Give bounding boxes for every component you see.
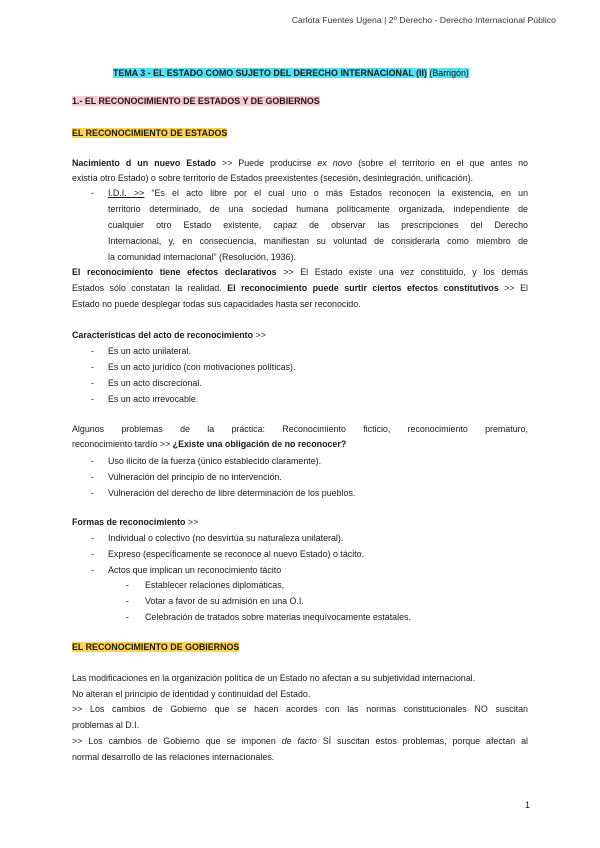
dash-bullet: - bbox=[126, 596, 129, 606]
idi-line5: la comunidad internacional” (Resolución, 1936). bbox=[108, 252, 296, 262]
paragraph-nacimiento-line2: existía otro Estado) o sobre territorio de Estados preexistentes (secesión, desintegración, unificación). bbox=[72, 173, 474, 183]
p2-text3: >> El bbox=[498, 283, 528, 293]
dash-bullet: - bbox=[91, 188, 94, 198]
formas-heading bbox=[72, 515, 198, 530]
sublist-item: Celebración de tratados sobre materias inequívocamente estatales. bbox=[145, 612, 411, 622]
gobiernos-line5 bbox=[72, 734, 528, 749]
list-item: Uso ilícito de la fuerza (único establecido claramente). bbox=[108, 456, 322, 466]
running-header: Carlota Fuentes Ugena | 2º Derecho - Derecho Internacional Público bbox=[291, 15, 556, 25]
gob-text-a: >> Los cambios de Gobierno que se imponen bbox=[72, 736, 282, 746]
list-item: Es un acto unilateral. bbox=[108, 346, 191, 356]
list-item: Expreso (específicamente se reconoce al nuevo Estado) o tácito. bbox=[108, 549, 365, 559]
idi-line1 bbox=[108, 186, 528, 201]
title-author: (Barrigón) bbox=[429, 68, 469, 78]
subsection-gobiernos bbox=[72, 640, 239, 655]
dash-bullet: - bbox=[91, 394, 94, 404]
dash-bullet: - bbox=[91, 549, 94, 559]
problemas-line2 bbox=[72, 437, 346, 452]
p2-text1: >> El Estado existe una vez constituido, y los demás bbox=[276, 267, 528, 277]
p1-text-a: >> Puede producirse bbox=[215, 158, 318, 168]
paragraph-efectos-line3: Estado no puede desplegar todas sus capacidades hasta ser reconocido. bbox=[72, 299, 361, 309]
caracteristicas-heading-text: Características del acto de reconocimiento bbox=[72, 330, 254, 340]
gobiernos-line6: normal desarrollo de las relaciones internacionales. bbox=[72, 752, 275, 762]
dash-bullet: - bbox=[91, 533, 94, 543]
dash-bullet: - bbox=[126, 612, 129, 622]
p2-bold2: El reconocimiento puede surtir ciertos efectos constitutivos bbox=[227, 283, 499, 293]
gob-text-b: SÍ suscitan estos problemas, porque afectan al bbox=[316, 736, 528, 746]
list-item: Vulneración del principio de no intervención. bbox=[108, 472, 282, 482]
caracteristicas-arrow: >> bbox=[253, 330, 266, 340]
list-item: Individual o colectivo (no desvirtúa su naturaleza unilateral). bbox=[108, 533, 344, 543]
list-item: Vulneración del derecho de libre determinación de los pueblos. bbox=[108, 488, 356, 498]
gobiernos-line1: Las modificaciones en la organización política de un Estado no afectan a su subjetividad internacional. bbox=[72, 673, 476, 683]
dash-bullet: - bbox=[91, 456, 94, 466]
problemas-question: ¿Existe una obligación de no reconocer? bbox=[172, 439, 347, 449]
p2-text2: Estados sólo constatan la realidad. bbox=[72, 283, 228, 293]
dash-bullet: - bbox=[91, 362, 94, 372]
p1-bold: Nacimiento d un nuevo Estado bbox=[72, 158, 216, 168]
idi-text1: “Es el acto libre por el cual uno o más Estados reconocen la existencia, en un bbox=[151, 188, 529, 198]
idi-line4: Internacional, y, en consecuencia, manifiestan su voluntad de considerarla como miembro de bbox=[108, 236, 528, 246]
list-item: Es un acto jurídico (con motivaciones políticas). bbox=[108, 362, 296, 372]
list-item: Es un acto discrecional. bbox=[108, 378, 202, 388]
formas-heading-text: Formas de reconocimiento bbox=[72, 517, 186, 527]
dash-bullet: - bbox=[91, 488, 94, 498]
idi-line3: cualquier otro Estado existente, capaz de observar las prescripciones del Derecho bbox=[108, 220, 528, 230]
title-main: TEMA 3 - EL ESTADO COMO SUJETO DEL DERECHO INTERNACIONAL (II) bbox=[113, 68, 427, 78]
dash-bullet: - bbox=[91, 472, 94, 482]
p1-text-b: (sobre el territorio en el que antes no bbox=[352, 158, 528, 168]
subsection-estados-text: EL RECONOCIMIENTO DE ESTADOS bbox=[72, 128, 228, 138]
paragraph-efectos-line2 bbox=[72, 281, 528, 296]
subsection-gobiernos-text: EL RECONOCIMIENTO DE GOBIERNOS bbox=[72, 642, 240, 652]
paragraph-efectos-line1 bbox=[72, 265, 528, 280]
paragraph-nacimiento bbox=[72, 156, 528, 171]
dash-bullet: - bbox=[91, 378, 94, 388]
list-item: Actos que implican un reconocimiento tácito bbox=[108, 565, 282, 575]
gob-italic: de facto bbox=[281, 736, 317, 746]
gobiernos-line4: problemas al D.I. bbox=[72, 720, 140, 730]
sublist-item: Establecer relaciones diplomáticas, bbox=[145, 580, 285, 590]
problemas-line1: Algunos problemas de la práctica: Reconocimiento ficticio, reconocimiento prematuro, bbox=[72, 424, 528, 434]
problemas-text: reconocimiento tardío >> bbox=[72, 439, 173, 449]
p1-italic: ex novo bbox=[317, 158, 353, 168]
dash-bullet: - bbox=[126, 580, 129, 590]
section-heading bbox=[72, 94, 320, 109]
subsection-estados bbox=[72, 126, 227, 141]
page-number: 1 bbox=[524, 800, 530, 810]
caracteristicas-heading bbox=[72, 328, 266, 343]
idi-line2: territorio determinado, de una sociedad humana políticamente organizada, independiente de bbox=[108, 204, 528, 214]
gobiernos-line2: No alteran el principio de identidad y continuidad del Estado. bbox=[72, 689, 311, 699]
document-title bbox=[113, 66, 469, 81]
section-heading-text: 1.- EL RECONOCIMIENTO DE ESTADOS Y DE GOBIERNOS bbox=[72, 96, 320, 106]
idi-label: I.D.I. >> bbox=[108, 188, 145, 198]
formas-arrow: >> bbox=[185, 517, 199, 527]
list-item: Es un acto irrevocable. bbox=[108, 394, 199, 404]
dash-bullet: - bbox=[91, 346, 94, 356]
gobiernos-line3: >> Los cambios de Gobierno que se hacen acordes con las normas constitucionales NO suscitan bbox=[72, 704, 528, 714]
dash-bullet: - bbox=[91, 565, 94, 575]
p2-bold1: El reconocimiento tiene efectos declarativos bbox=[72, 267, 277, 277]
sublist-item: Votar a favor de su admisión en una O.I. bbox=[145, 596, 304, 606]
